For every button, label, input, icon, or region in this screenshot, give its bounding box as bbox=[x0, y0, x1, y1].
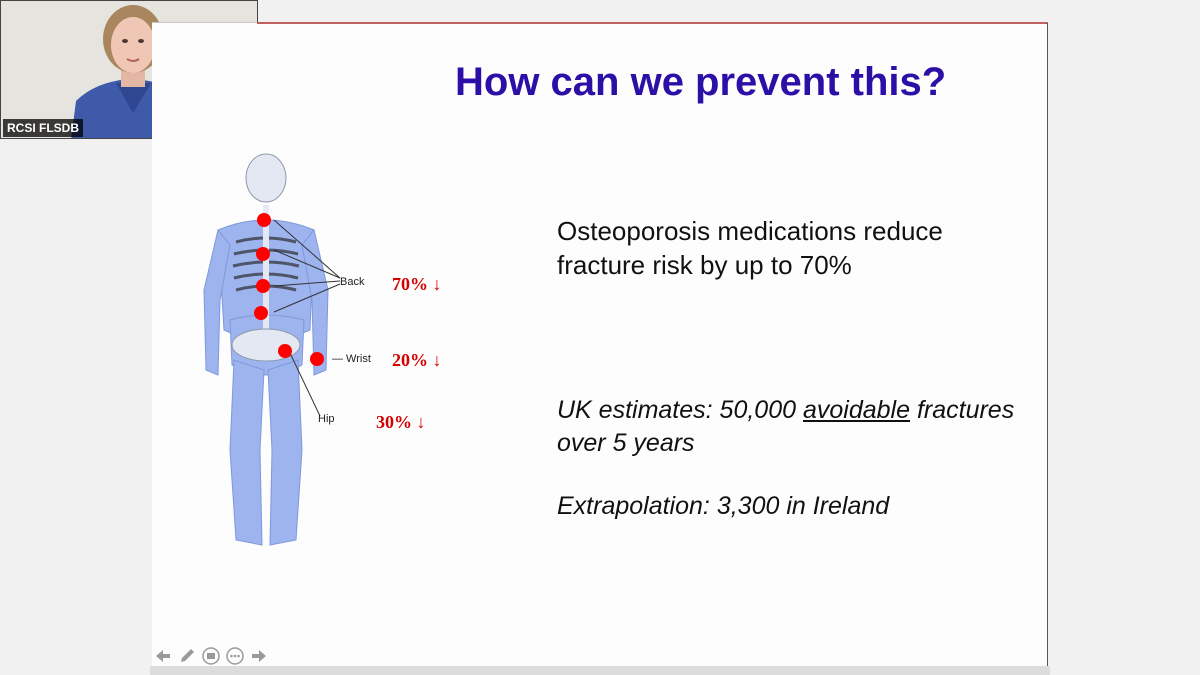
main-point-text: Osteoporosis medications reduce fracture risk by up to 70% bbox=[557, 216, 943, 280]
wrist-reduction: 20% ↓ bbox=[392, 350, 442, 370]
slide-nav-controls bbox=[154, 645, 268, 667]
more-icon[interactable] bbox=[226, 647, 244, 665]
slide-top-border bbox=[257, 22, 1047, 24]
slide-scroll-strip bbox=[150, 666, 1050, 675]
uk-estimate-underlined: avoidable bbox=[802, 396, 910, 424]
slides-icon[interactable] bbox=[202, 647, 220, 665]
uk-estimate-text bbox=[557, 394, 1027, 460]
participant-name: RCSI FLSDB bbox=[3, 119, 83, 137]
site-label-back: Back bbox=[340, 276, 365, 288]
site-label-hip: Hip bbox=[318, 413, 335, 425]
back-reduction: 70% ↓ bbox=[392, 274, 442, 294]
next-arrow-icon[interactable] bbox=[250, 647, 268, 665]
extrapolation-text: Extrapolation: 3,300 in Ireland bbox=[557, 492, 890, 520]
slide-title: How can we prevent this? bbox=[455, 60, 947, 104]
pen-icon[interactable] bbox=[178, 647, 196, 665]
uk-estimate-prefix: UK estimates: 50,000 bbox=[557, 396, 803, 424]
uk-estimate-suffix: fractures over 5 years bbox=[557, 396, 1015, 457]
hip-reduction: 30% ↓ bbox=[376, 412, 426, 432]
site-label-wrist: — Wrist bbox=[332, 353, 371, 365]
previous-arrow-icon[interactable] bbox=[154, 647, 172, 665]
